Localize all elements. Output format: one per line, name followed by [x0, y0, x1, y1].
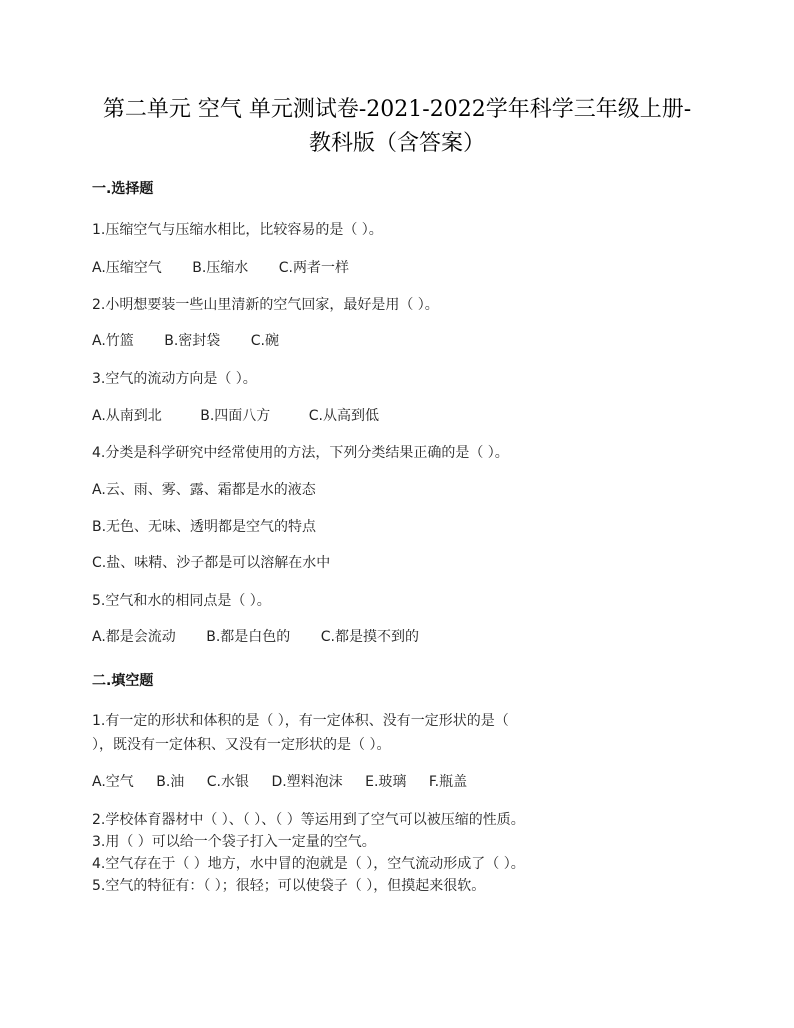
choice-question-1-options	[92, 258, 349, 278]
choice-question-5-options	[92, 627, 419, 647]
fill-question-1-line-2: ），既没有一定体积、又没有一定形状的是（ ）。	[92, 737, 391, 753]
option-c: C.从高到低	[308, 408, 379, 424]
option-e: E.玻璃	[365, 774, 407, 790]
choice-question-4-option-c: C.盐、味精、沙子都是可以溶解在水中	[92, 555, 331, 571]
choice-question-1: 1.压缩空气与压缩水相比，比较容易的是（ ）。	[92, 222, 383, 238]
option-a: A.都是会流动	[92, 629, 176, 645]
option-c: C.都是摸不到的	[320, 629, 419, 645]
option-a: A.空气	[92, 774, 134, 790]
fill-question-1-options	[92, 772, 467, 792]
choice-question-5: 5.空气和水的相同点是（ ）。	[92, 593, 271, 609]
choice-question-2-options	[92, 331, 279, 351]
option-c: C.水银	[206, 774, 249, 790]
option-b: B.油	[156, 774, 185, 790]
document-title-line-1: 第二单元 空气 单元测试卷-2021-2022学年科学三年级上册-	[102, 97, 692, 122]
choice-question-3-options	[92, 406, 379, 426]
choice-question-4-option-a: A.云、雨、雾、露、霜都是水的液态	[92, 482, 316, 498]
option-b: B.密封袋	[164, 333, 221, 349]
fill-question-1-line-1: 1.有一定的形状和体积的是（ ），有一定体积、没有一定形状的是（	[92, 713, 509, 729]
option-a: A.压缩空气	[92, 260, 162, 276]
fill-question-4: 4.空气存在于（ ）地方，水中冒的泡就是（ ），空气流动形成了（ ）。	[92, 856, 525, 872]
option-b: B.四面八方	[200, 408, 271, 424]
choice-question-2: 2.小明想要装一些山里清新的空气回家，最好是用（ ）。	[92, 297, 439, 313]
option-b: B.都是白色的	[206, 629, 291, 645]
fill-question-2: 2.学校体育器材中（ ）、（ ）、（ ）等运用到了空气可以被压缩的性质。	[92, 812, 525, 828]
option-c: C.两者一样	[278, 260, 349, 276]
option-f: F.瓶盖	[428, 774, 468, 790]
option-a: A.竹篮	[92, 333, 134, 349]
choice-question-3: 3.空气的流动方向是（ ）。	[92, 371, 257, 387]
section-heading-choice: 一.选择题	[92, 181, 154, 197]
option-a: A.从南到北	[92, 408, 162, 424]
option-c: C.碗	[250, 333, 279, 349]
choice-question-4-option-b: B.无色、无味、透明都是空气的特点	[92, 519, 317, 535]
section-heading-fill: 二.填空题	[92, 673, 154, 689]
document-title-line-2: 教科版（含答案）	[308, 131, 485, 156]
choice-question-4: 4.分类是科学研究中经常使用的方法，下列分类结果正确的是（ ）。	[92, 445, 509, 461]
fill-question-3: 3.用（ ）可以给一个袋子打入一定量的空气。	[92, 834, 376, 850]
fill-question-5: 5.空气的特征有：（ ）；很轻；可以使袋子（ ），但摸起来很软。	[92, 878, 486, 894]
option-d: D.塑料泡沫	[271, 774, 343, 790]
option-b: B.压缩水	[192, 260, 249, 276]
